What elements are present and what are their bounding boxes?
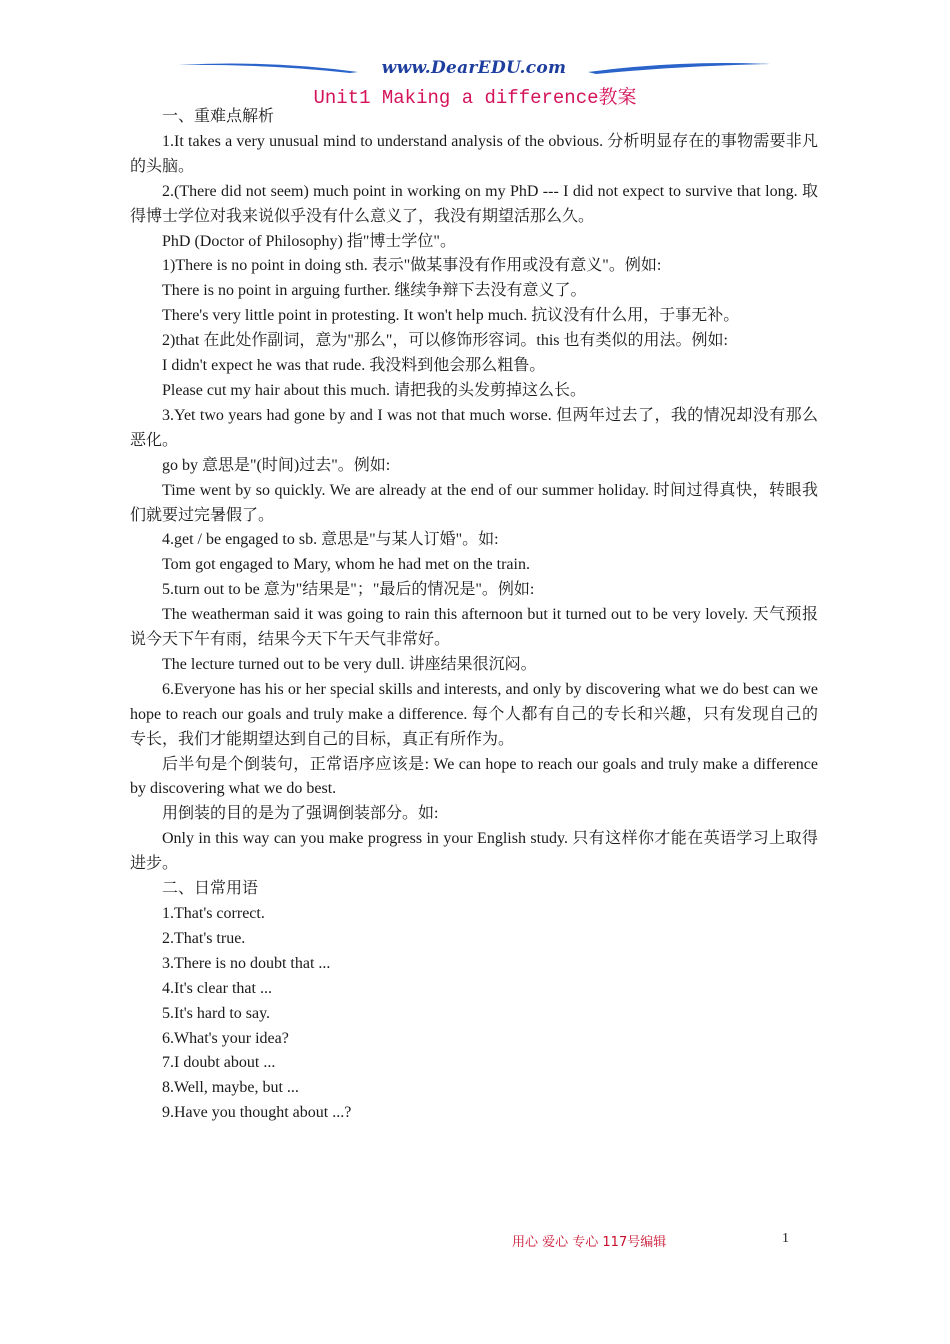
section-heading: 一、重难点解析 xyxy=(162,108,275,125)
paragraph: Time went by so quickly. We are already at the end of our summer holiday. 时间过得真快，转眼我们就要过完暑假了。 xyxy=(130,481,818,524)
list-item: 1.That's correct. xyxy=(162,905,265,922)
footer-slogan: 用心 爱心 专心 117号编辑 xyxy=(512,1235,667,1250)
paragraph: 1)There is no point in doing sth. 表示"做某事没有作用或没有意义"。例如: xyxy=(162,257,662,275)
section-heading: 二、日常用语 xyxy=(162,880,259,898)
paragraph: Please cut my hair about this much. 请把我的头发剪掉这么长。 xyxy=(162,381,586,399)
list-item: 8.Well, maybe, but ... xyxy=(162,1079,299,1097)
paragraph: 3.Yet two years had gone by and I was not that much worse. 但两年过去了，我的情况却没有那么恶化。 xyxy=(130,406,818,449)
paragraph: 1.It takes a very unusual mind to understand analysis of the obvious. 分析明显存在的事物需要非凡的头脑。 xyxy=(130,132,818,175)
paragraph: 2.(There did not seem) much point in working on my PhD --- I did not expect to survive that long. 取得博士学位对我来说似乎没有什么意义了，我没有期望活那么久。 xyxy=(130,182,818,225)
paragraph: go by 意思是"(时间)过去"。例如: xyxy=(162,456,391,474)
list-item: 2.That's true. xyxy=(162,929,246,947)
page-number: 1 xyxy=(782,1231,789,1246)
paragraph: 2)that 在此处作副词，意为"那么"，可以修饰形容词。this 也有类似的用法。例如: xyxy=(162,332,728,350)
list-item: 5.It's hard to say. xyxy=(162,1004,271,1022)
paragraph: The lecture turned out to be very dull. 讲座结果很沉闷。 xyxy=(162,655,537,673)
list-item: 3.There is no doubt that ... xyxy=(162,954,331,972)
site-banner xyxy=(178,58,770,82)
list-item: 6.What's your idea? xyxy=(162,1029,289,1047)
paragraph: I didn't expect he was that rude. 我没料到他会那么粗鲁。 xyxy=(162,357,546,375)
paragraph: The weatherman said it was going to rain this afternoon but it turned out to be very lovely. 天气预报说今天下午有雨，结果今天下午天气非常好。 xyxy=(130,606,818,649)
paragraph: There's very little point in protesting. It won't help much. 抗议没有什么用，于事无补。 xyxy=(162,307,740,325)
paragraph: 用倒装的目的是为了强调倒装部分。如: xyxy=(162,805,439,823)
paragraph: 4.get / be engaged to sb. 意思是"与某人订婚"。如: xyxy=(162,531,499,549)
page-title: Unit1 Making a difference教案 xyxy=(313,87,637,109)
document-body xyxy=(130,105,818,1126)
paragraph: Only in this way can you make progress in your English study. 只有这样你才能在英语学习上取得进步。 xyxy=(130,830,818,873)
paragraph: PhD (Doctor of Philosophy) 指"博士学位"。 xyxy=(162,232,456,250)
list-item: 7.I doubt about ... xyxy=(162,1054,276,1072)
paragraph: There is no point in arguing further. 继续争辩下去没有意义了。 xyxy=(162,282,587,300)
paragraph: Tom got engaged to Mary, whom he had met on the train. xyxy=(162,556,530,574)
list-item: 4.It's clear that ... xyxy=(162,979,272,997)
paragraph: 6.Everyone has his or her special skills and interests, and only by discovering what we do best can we hope to reach our goals and truly make a difference. 每个人都有自己的专长和兴趣，只有发现自己的专长，我们才能期望达到自己的目标，真正有所作为。 xyxy=(130,680,818,748)
list-item: 9.Have you thought about ...? xyxy=(162,1104,352,1122)
paragraph: 5.turn out to be 意为"结果是"；"最后的情况是"。例如: xyxy=(162,581,535,599)
site-url[interactable]: www.DearEDU.com xyxy=(381,58,567,78)
paragraph: 后半句是个倒装句，正常语序应该是: We can hope to reach our goals and truly make a difference by discovering what we do best. xyxy=(130,755,818,798)
